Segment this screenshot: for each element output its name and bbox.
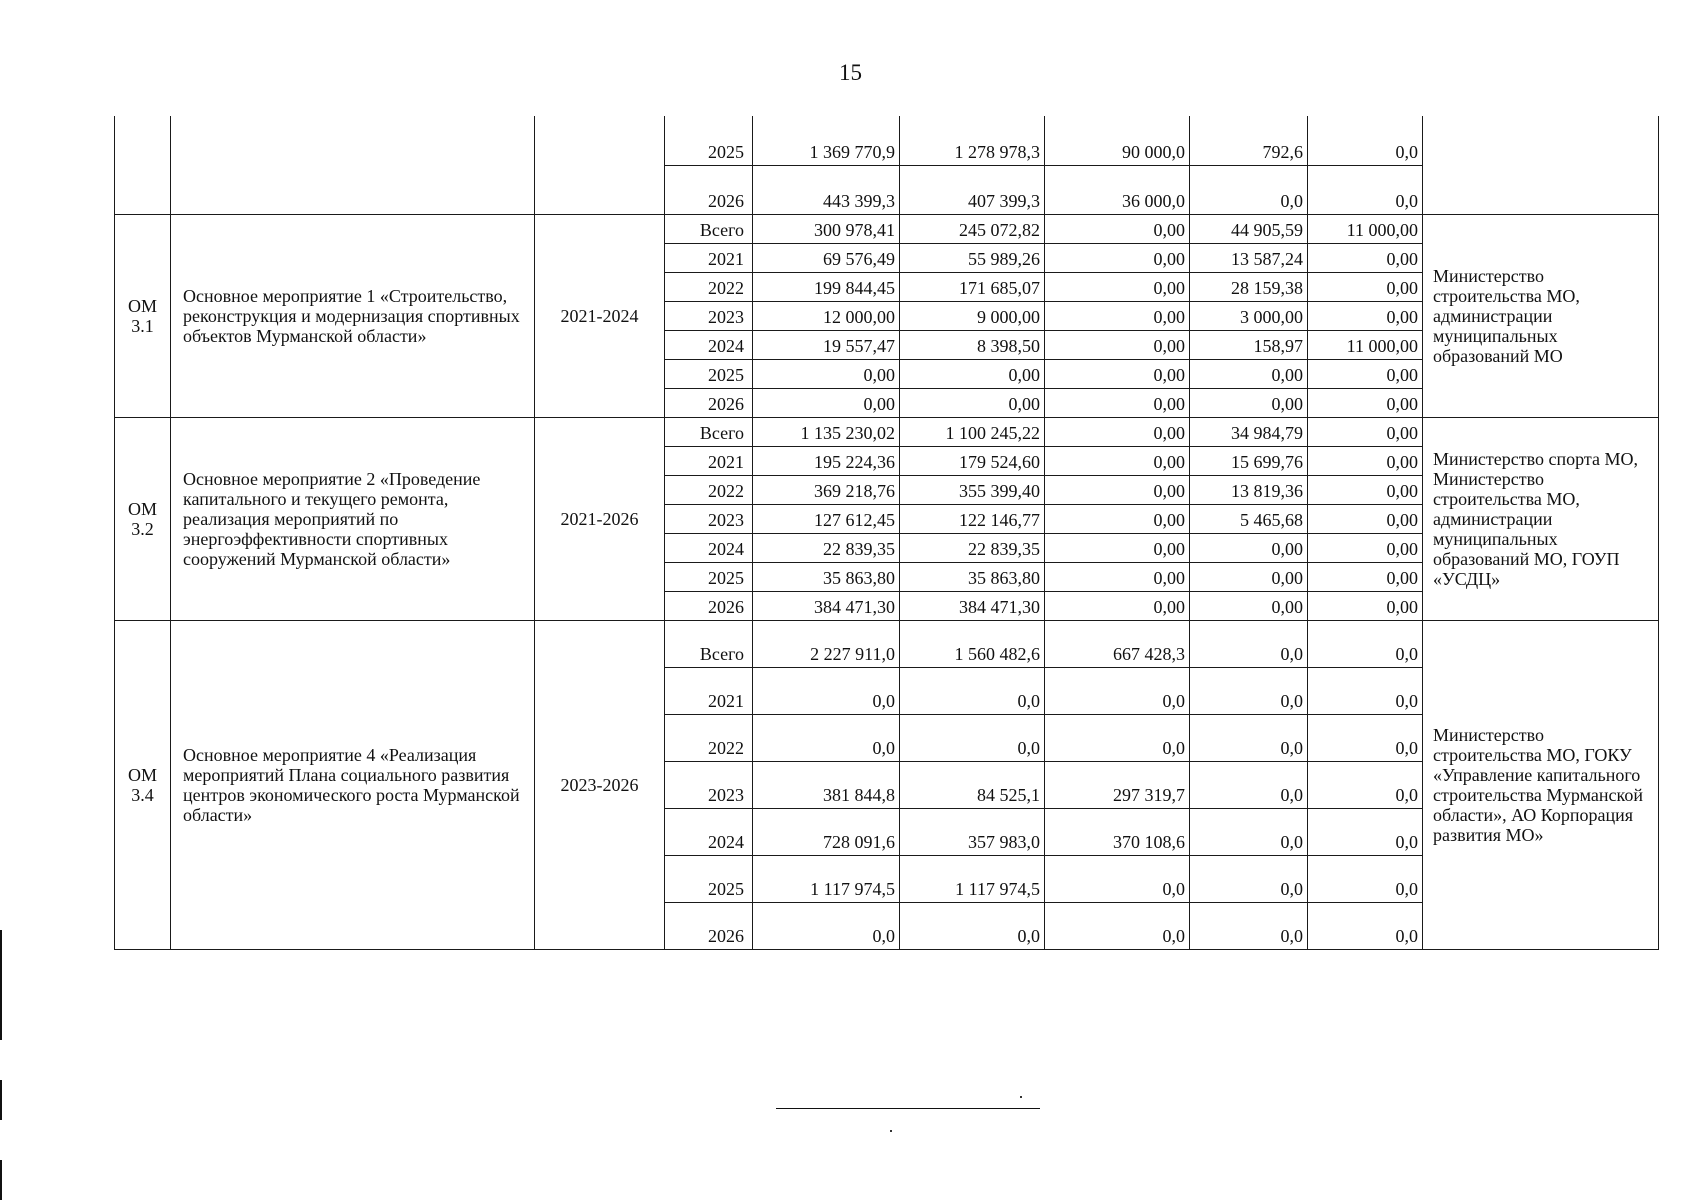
other-cell: 0,0 [1308,165,1423,214]
total-cell: 381 844,8 [753,761,900,808]
event-period: 2023-2026 [535,620,665,949]
other-cell: 11 000,00 [1308,214,1423,243]
regional-cell: 407 399,3 [900,165,1045,214]
municipal-cell: 0,0 [1190,165,1308,214]
federal-cell: 0,0 [1045,855,1190,902]
municipal-cell: 0,00 [1190,591,1308,620]
federal-cell: 297 319,7 [1045,761,1190,808]
regional-cell: 1 117 974,5 [900,855,1045,902]
year-cell: Всего [665,214,753,243]
budget-table [114,116,1659,950]
total-cell: 22 839,35 [753,533,900,562]
event-executor: Министерство строительства МО, ГОКУ «Управление капитального строительства Мурманской области», АО Корпорация развития МО» [1423,620,1659,949]
total-cell: 199 844,45 [753,272,900,301]
municipal-cell: 0,0 [1190,808,1308,855]
municipal-cell: 13 819,36 [1190,475,1308,504]
municipal-cell: 0,00 [1190,359,1308,388]
federal-cell: 0,00 [1045,417,1190,446]
event-name: Основное мероприятие 2 «Проведение капитального и текущего ремонта, реализация мероприятий по энергоэффективности спортивных сооружений Мурманской области» [171,417,535,620]
other-cell: 0,00 [1308,359,1423,388]
municipal-cell: 0,0 [1190,761,1308,808]
continued-code-cell [115,116,171,214]
event-period: 2021-2024 [535,214,665,417]
regional-cell: 1 278 978,3 [900,116,1045,165]
year-cell: 2022 [665,714,753,761]
federal-cell: 0,00 [1045,591,1190,620]
year-cell: 2025 [665,359,753,388]
event-executor: Министерство строительства МО, администрации муниципальных образований МО [1423,214,1659,417]
signature-line [776,1108,1040,1109]
total-cell: 0,0 [753,667,900,714]
federal-cell: 0,00 [1045,272,1190,301]
total-cell: 2 227 911,0 [753,620,900,667]
municipal-cell: 34 984,79 [1190,417,1308,446]
federal-cell: 0,00 [1045,446,1190,475]
scan-speck [1020,1096,1022,1098]
year-cell: 2024 [665,808,753,855]
municipal-cell: 0,00 [1190,388,1308,417]
year-cell: 2026 [665,591,753,620]
total-cell: 443 399,3 [753,165,900,214]
other-cell: 11 000,00 [1308,330,1423,359]
year-cell: Всего [665,620,753,667]
regional-cell: 8 398,50 [900,330,1045,359]
municipal-cell: 0,00 [1190,562,1308,591]
continued-name-cell [171,116,535,214]
municipal-cell: 0,00 [1190,533,1308,562]
federal-cell: 667 428,3 [1045,620,1190,667]
event-name: Основное мероприятие 1 «Строительство, реконструкция и модернизация спортивных объектов Мурманской области» [171,214,535,417]
year-cell: 2023 [665,761,753,808]
year-cell: 2025 [665,116,753,165]
other-cell: 0,0 [1308,808,1423,855]
municipal-cell: 15 699,76 [1190,446,1308,475]
scan-speck [890,1130,892,1132]
federal-cell: 0,00 [1045,388,1190,417]
regional-cell: 355 399,40 [900,475,1045,504]
total-cell: 0,00 [753,359,900,388]
year-cell: 2026 [665,165,753,214]
regional-cell: 55 989,26 [900,243,1045,272]
regional-cell: 0,0 [900,714,1045,761]
total-cell: 1 135 230,02 [753,417,900,446]
federal-cell: 0,00 [1045,533,1190,562]
year-cell: 2022 [665,475,753,504]
other-cell: 0,00 [1308,301,1423,330]
regional-cell: 0,0 [900,902,1045,949]
event-period: 2021-2026 [535,417,665,620]
total-cell: 0,0 [753,902,900,949]
event-code: ОМ 3.2 [115,417,171,620]
page-number: 15 [839,60,862,85]
total-cell: 369 218,76 [753,475,900,504]
scan-margin-mark [0,1160,2,1200]
table-row [115,214,1659,243]
total-cell: 300 978,41 [753,214,900,243]
year-cell: Всего [665,417,753,446]
other-cell: 0,0 [1308,620,1423,667]
other-cell: 0,00 [1308,388,1423,417]
regional-cell: 35 863,80 [900,562,1045,591]
other-cell: 0,00 [1308,475,1423,504]
year-cell: 2021 [665,446,753,475]
other-cell: 0,00 [1308,243,1423,272]
federal-cell: 0,0 [1045,714,1190,761]
total-cell: 127 612,45 [753,504,900,533]
regional-cell: 0,00 [900,359,1045,388]
total-cell: 12 000,00 [753,301,900,330]
other-cell: 0,0 [1308,855,1423,902]
regional-cell: 0,0 [900,667,1045,714]
federal-cell: 0,00 [1045,243,1190,272]
event-executor: Министерство спорта МО, Министерство строительства МО, администрации муниципальных образований МО, ГОУП «УСДЦ» [1423,417,1659,620]
federal-cell: 0,00 [1045,504,1190,533]
event-code: ОМ 3.4 [115,620,171,949]
regional-cell: 245 072,82 [900,214,1045,243]
municipal-cell: 5 465,68 [1190,504,1308,533]
continued-executor-cell [1423,116,1659,214]
municipal-cell: 0,0 [1190,855,1308,902]
federal-cell: 36 000,0 [1045,165,1190,214]
federal-cell: 90 000,0 [1045,116,1190,165]
year-cell: 2022 [665,272,753,301]
year-cell: 2021 [665,243,753,272]
total-cell: 0,0 [753,714,900,761]
other-cell: 0,00 [1308,533,1423,562]
regional-cell: 384 471,30 [900,591,1045,620]
federal-cell: 0,00 [1045,330,1190,359]
year-cell: 2021 [665,667,753,714]
table-row [115,417,1659,446]
municipal-cell: 0,0 [1190,714,1308,761]
event-code: ОМ 3.1 [115,214,171,417]
other-cell: 0,00 [1308,562,1423,591]
municipal-cell: 0,0 [1190,620,1308,667]
year-cell: 2026 [665,902,753,949]
regional-cell: 179 524,60 [900,446,1045,475]
federal-cell: 0,00 [1045,214,1190,243]
table-row [115,620,1659,667]
year-cell: 2023 [665,504,753,533]
regional-cell: 9 000,00 [900,301,1045,330]
total-cell: 69 576,49 [753,243,900,272]
other-cell: 0,00 [1308,417,1423,446]
other-cell: 0,0 [1308,761,1423,808]
year-cell: 2024 [665,533,753,562]
event-name: Основное мероприятие 4 «Реализация мероприятий Плана социального развития центров экономического роста Мурманской области» [171,620,535,949]
regional-cell: 84 525,1 [900,761,1045,808]
total-cell: 384 471,30 [753,591,900,620]
other-cell: 0,0 [1308,902,1423,949]
federal-cell: 0,0 [1045,902,1190,949]
regional-cell: 1 100 245,22 [900,417,1045,446]
scan-margin-mark [0,1080,2,1120]
year-cell: 2024 [665,330,753,359]
year-cell: 2026 [665,388,753,417]
scan-margin-mark [0,930,2,1040]
year-cell: 2023 [665,301,753,330]
municipal-cell: 44 905,59 [1190,214,1308,243]
total-cell: 1 369 770,9 [753,116,900,165]
table-row [115,116,1659,165]
other-cell: 0,0 [1308,116,1423,165]
federal-cell: 0,00 [1045,475,1190,504]
continued-period-cell [535,116,665,214]
other-cell: 0,0 [1308,714,1423,761]
municipal-cell: 13 587,24 [1190,243,1308,272]
total-cell: 19 557,47 [753,330,900,359]
other-cell: 0,00 [1308,272,1423,301]
total-cell: 35 863,80 [753,562,900,591]
regional-cell: 171 685,07 [900,272,1045,301]
municipal-cell: 792,6 [1190,116,1308,165]
municipal-cell: 28 159,38 [1190,272,1308,301]
year-cell: 2025 [665,855,753,902]
regional-cell: 22 839,35 [900,533,1045,562]
municipal-cell: 0,0 [1190,902,1308,949]
year-cell: 2025 [665,562,753,591]
federal-cell: 370 108,6 [1045,808,1190,855]
regional-cell: 122 146,77 [900,504,1045,533]
federal-cell: 0,00 [1045,562,1190,591]
municipal-cell: 3 000,00 [1190,301,1308,330]
total-cell: 1 117 974,5 [753,855,900,902]
municipal-cell: 0,0 [1190,667,1308,714]
other-cell: 0,00 [1308,446,1423,475]
municipal-cell: 158,97 [1190,330,1308,359]
regional-cell: 357 983,0 [900,808,1045,855]
total-cell: 0,00 [753,388,900,417]
regional-cell: 1 560 482,6 [900,620,1045,667]
total-cell: 195 224,36 [753,446,900,475]
federal-cell: 0,0 [1045,667,1190,714]
other-cell: 0,0 [1308,667,1423,714]
regional-cell: 0,00 [900,388,1045,417]
federal-cell: 0,00 [1045,301,1190,330]
other-cell: 0,00 [1308,504,1423,533]
federal-cell: 0,00 [1045,359,1190,388]
other-cell: 0,00 [1308,591,1423,620]
total-cell: 728 091,6 [753,808,900,855]
